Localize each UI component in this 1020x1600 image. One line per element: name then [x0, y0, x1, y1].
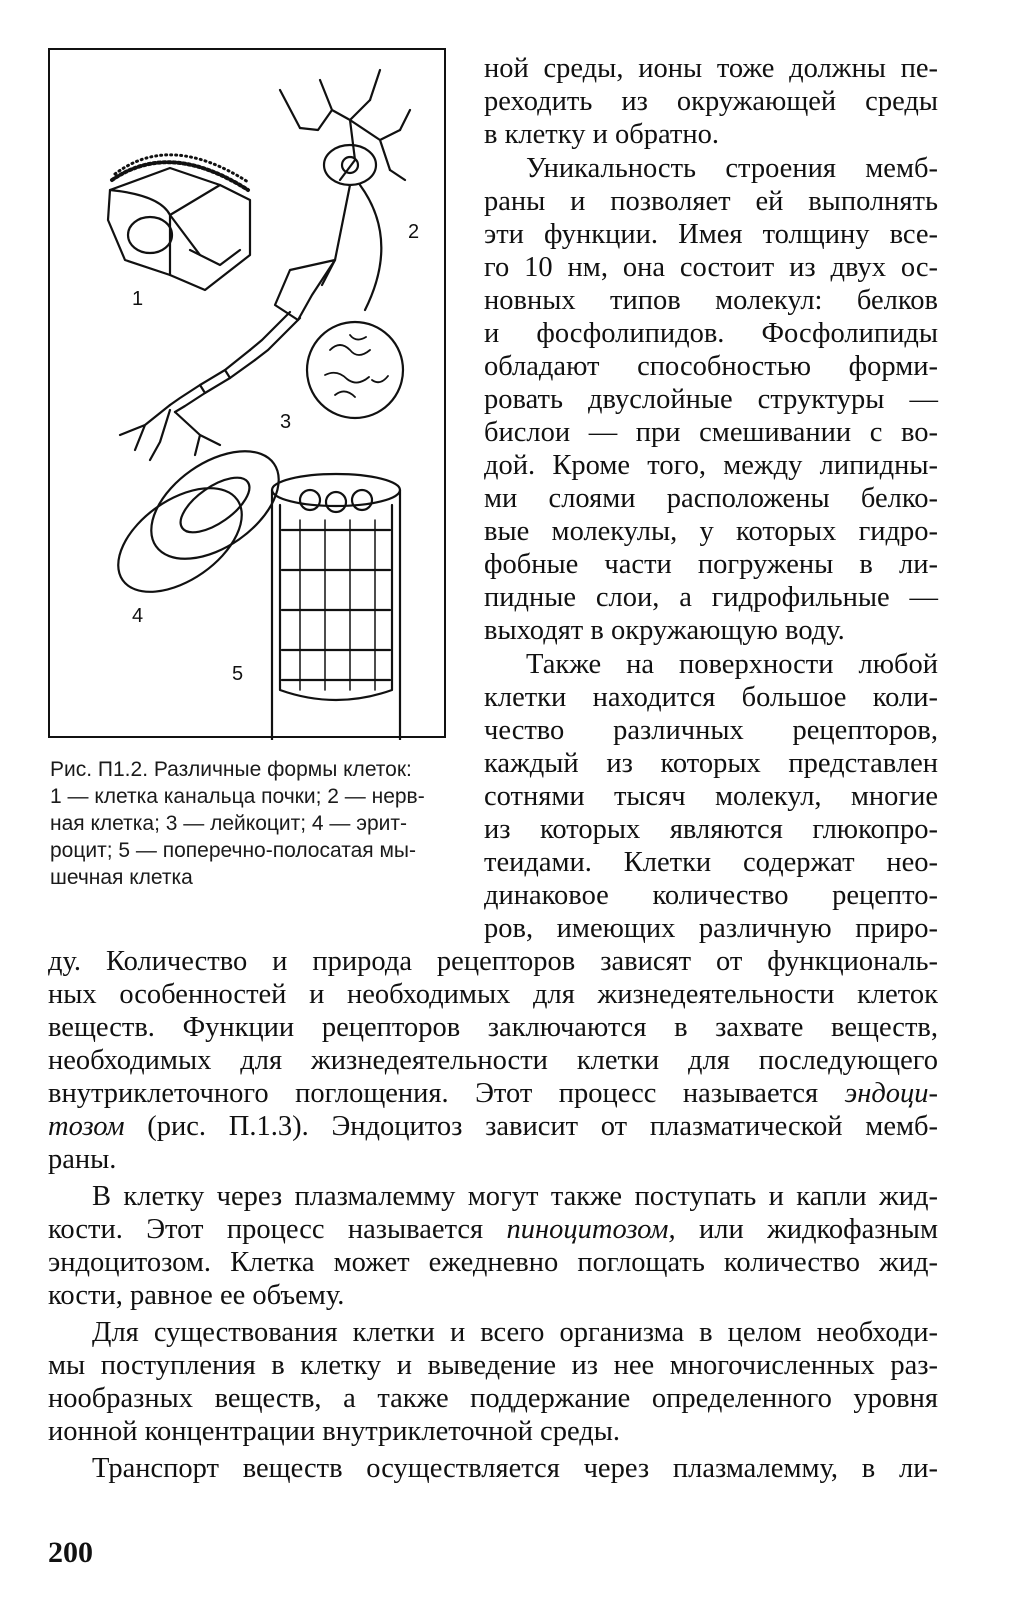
text-line: [48, 1077, 938, 1111]
text-line: ровать двуслойные структуры —: [484, 384, 938, 415]
text-line: бислои — при смешивании с во-: [484, 417, 938, 448]
text-line: вые молекулы, у которых гидро-: [484, 516, 938, 547]
text-line: ной среды, ионы тоже должны пе-: [484, 53, 938, 84]
text-line: Также на поверхности любой: [526, 649, 938, 680]
figure-label-4: 4: [132, 605, 144, 627]
text-line: Транспорт веществ осуществляется через плазмалемму, в ли-: [92, 1453, 938, 1484]
text-line: фобные части погружены в ли-: [484, 549, 938, 580]
term-endocytosis-end: тозом: [48, 1111, 125, 1142]
caption-line: шечная клетка: [50, 866, 193, 889]
text-line: дой. Кроме того, между липидны-: [484, 450, 938, 481]
text-line: теидами. Клетки содержат нео-: [484, 847, 938, 878]
text-line: ионной концентрации внутриклеточной среды.: [48, 1416, 621, 1447]
figure-label-1: 1: [132, 288, 144, 310]
text-line: В клетку через плазмалемму могут также поступать и капли жид-: [92, 1181, 938, 1212]
caption-line: роцит; 5 — поперечно-полосатая мы-: [50, 839, 416, 862]
text-line: клетки находится большое коли-: [484, 682, 938, 713]
figure-caption: [50, 756, 450, 891]
text-line: выходят в окружающую воду.: [484, 615, 845, 646]
text-line: динаковое количество рецепто-: [484, 880, 938, 911]
figure-label-3: 3: [280, 411, 292, 433]
text-segment: кости. Этот процесс называется: [48, 1214, 507, 1245]
text-line: эндоцитозом. Клетка может ежедневно поглощать количество жид-: [48, 1247, 938, 1278]
text-line: ду. Количество и природа рецепторов зависят от функциональ-: [48, 946, 938, 977]
muscle-cell-drawing: [272, 474, 400, 740]
text-line: ных особенностей и необходимых для жизнедеятельности клеток: [48, 979, 938, 1010]
text-line: [48, 1213, 938, 1247]
text-segment: (рис. П.1.3). Эндоцитоз зависит от плазматической мемб-: [124, 1111, 938, 1142]
text-segment: или жидкофазным: [675, 1214, 938, 1245]
text-line: ров, имеющих различную приро-: [484, 913, 938, 944]
text-line: го 10 нм, она состоит из двух ос-: [484, 252, 938, 283]
text-line: и фосфолипидов. Фосфолипиды: [484, 318, 938, 349]
text-line: из которых являются глюкопро-: [484, 814, 938, 845]
text-segment: внутриклеточного поглощения. Этот процесс называется: [48, 1078, 845, 1109]
caption-line: Рис. П1.2. Различные формы клеток:: [50, 758, 412, 781]
text-line: пидные слои, а гидрофильные —: [484, 582, 938, 613]
leukocyte-drawing: [307, 322, 403, 418]
text-line: раны.: [48, 1144, 117, 1175]
kidney-tubule-cell-drawing: [108, 155, 250, 290]
text-line: в клетку и обратно.: [484, 119, 719, 150]
erythrocyte-drawing: [100, 429, 298, 613]
text-line: обладают способностью форми-: [484, 351, 938, 382]
text-line: реходить из окружающей среды: [484, 86, 938, 117]
text-line: веществ. Функции рецепторов заключаются в захвате веществ,: [48, 1012, 938, 1043]
text-line: кости, равное ее объему.: [48, 1280, 345, 1311]
text-line: сотнями тысяч молекул, многие: [484, 781, 938, 812]
page-number: 200: [48, 1536, 93, 1569]
text-line: нообразных веществ, а также поддержание определенного уровня: [48, 1383, 938, 1414]
figure-cell-types: [48, 48, 446, 738]
text-line: раны и позволяет ей выполнять: [484, 186, 938, 217]
text-line: чество различных рецепторов,: [484, 715, 938, 746]
term-endocytosis: эндоци-: [844, 1078, 938, 1109]
nerve-cell-drawing: [120, 70, 410, 460]
text-line: Уникальность строения мемб-: [526, 153, 938, 184]
text-line: мы поступления в клетку и выведение из нее многочисленных раз-: [48, 1350, 938, 1381]
figure-label-5: 5: [232, 663, 244, 685]
caption-line: 1 — клетка канальца почки; 2 — нерв-: [50, 785, 425, 808]
text-line: [48, 1110, 938, 1144]
caption-line: ная клетка; 3 — лейкоцит; 4 — эрит-: [50, 812, 407, 835]
text-line: Для существования клетки и всего организма в целом необходи-: [92, 1317, 938, 1348]
text-line: необходимых для жизнедеятельности клетки для последующего: [48, 1045, 938, 1076]
figure-label-2: 2: [408, 221, 420, 243]
text-line: ми слоями расположены белко-: [484, 483, 938, 514]
term-pinocytosis: пиноцитозом,: [506, 1214, 676, 1245]
text-line: каждый из которых представлен: [484, 748, 938, 779]
text-line: новных типов молекул: белков: [484, 285, 938, 316]
text-line: эти функции. Имея толщину все-: [484, 219, 938, 250]
cell-illustration: [50, 50, 448, 740]
